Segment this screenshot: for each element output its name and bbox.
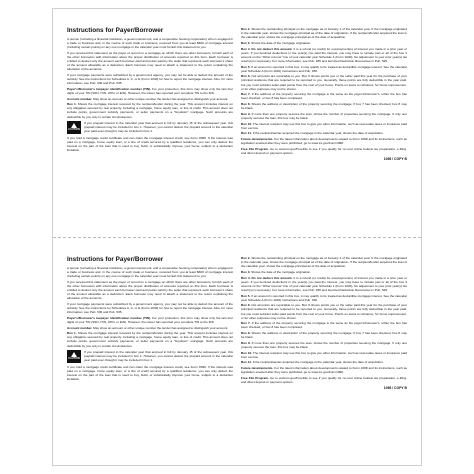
right-column [241,27,407,161]
box3-text: Shows the date of the mortgage origination. [251,40,312,45]
caution-block [67,350,233,363]
box9-paragraph [241,341,407,349]
box3-paragraph [241,41,407,45]
instructions-title: Instructions for Payer/Borrower [67,256,164,263]
intro-paragraph: A person (including a financial institution, a governmental unit, and a cooperative housing corporation) who is engaged in a trade or business and, in the course of such trade or business, received from you at least $600 of mortgage interest (including certain points) on any one mortgage in the calendar year must furnish this statement to you. [67,37,233,50]
box4-paragraph [241,276,407,292]
future-lead: Future developments. [241,366,274,371]
subsidy-paragraph: If your mortgage payments were subsidized by a government agency, you may not be able to deduct the amount of the subsidy. See the instructions for Schedules A, C, or E (Form 1040) for how to report the mortgage interest. Also, for more information, see Pub. 936 and Pub. 535. [67,301,233,315]
box5-text: If an amount is reported in this box, it may qualify to be treated as deductible mortgage interest. See the calendar year Schedule A (Form 1040) instructions and Pub. 936. [241,293,407,302]
form-copy-label: 1098 / COPY B [383,157,407,162]
future-text: For the latest information about developments related to Form 1098 and its instructions, such as legislation enacted after they were published, go to www.irs.gov/Form1098. [241,366,407,375]
free-file-text: Go to www.irs.gov/FreeFile to see if you qualify for no-cost online federal tax preparation, e-filing, and direct deposit or payment options. [241,375,407,384]
form-copy-label: 1098 / COPY B [383,386,407,391]
box10-paragraph [241,122,407,130]
box1-paragraph [67,102,233,118]
box5-paragraph [241,294,407,302]
caution-text: If you prepaid interest in the calendar year that accrued in full by January 15 of the subsequent year, this prepaid interest may be included in box 1. However, you cannot deduct the prepaid amount in the calendar year paid even though it may be included in box 1. [84,349,233,362]
credit-paragraph: If you hold a mortgage credit certificate and can claim the mortgage interest credit, see Form 8396. If the interest was paid on a mortgage, home equity loan, or a line of credit secured by a qualified residence, you can only deduct the interest on the part of the loan that is used to buy, build, or substantially improve your home, subject to a deduction limitation. [67,364,233,381]
caution-icon [67,350,81,363]
left-column [67,256,233,390]
caution-text: If you prepaid interest in the calendar year that accrued in full by January 15 of the subsequent year, this prepaid interest may be included in box 1. However, you cannot deduct the prepaid amount in the calendar year paid even though it may be included in box 1. [84,120,233,133]
box10-text: The interest recipient may use this box to give you other information, such as real estate taxes or insurance paid from escrow. [241,121,407,130]
box5-paragraph [241,65,407,73]
caution-word: CAUTION [68,127,80,131]
account-text: May show an account or other unique number the lender has assigned to distinguish your account. [93,96,229,101]
right-column [241,256,407,390]
box8-lead: Box 8. [241,102,251,107]
free-file-paragraph [241,376,407,384]
box8-text: Shows the address or description of the property securing the mortgage. If box 7 has been checked, box 8 may be blank. [241,331,407,340]
box1-lead: Box 1. [67,331,77,336]
box7-lead: Box 7. [241,92,251,97]
other-borrowers-paragraph: If you received this statement as the payer of record on a mortgage on which there are other borrowers, furnish each of the other borrowers with information about the proper distribution of amounts reported on this form. Each borrower is entitled to deduct only the amount each borrower paid and points paid by the seller that represent each borrower's share of the amount allowable as a deduction. Each borrower may need to attach a statement to the return explaining the allocation of the amounts. [67,50,233,72]
tin-paragraph [67,316,233,324]
box10-lead: Box 10. [241,121,253,126]
account-text: May show an account or other unique number the lender has assigned to distinguish your account. [93,325,229,330]
box6-paragraph [241,303,407,319]
box5-text: If an amount is reported in this box, it may qualify to be treated as deductible mortgage interest. See the calendar year Schedule A (Form 1040) instructions and Pub. 936. [241,64,407,73]
box4-lead: Box 4. Do not deduct this amount. [241,46,293,51]
box8-paragraph [241,331,407,339]
box10-lead: Box 10. [241,350,253,355]
free-file-lead: Free File Program. [241,146,269,151]
account-paragraph [67,326,233,330]
intro-paragraph: A person (including a financial institution, a governmental unit, and a cooperative housing corporation) who is engaged in a trade or business and, in the course of such trade or business, received from you at least $600 of mortgage interest (including certain points) on any one mortgage in the calendar year must furnish this statement to you. [67,266,233,279]
box11-paragraph [241,360,407,364]
box6-text: Not all points are reportable to you. Box 6 shows points you or the seller paid this year for the purchase of your principal residence that are required to be reported to you. Generally, these points are fully deductible in the year paid, but you must subtract seller-paid points from the cost of your home. Points on loans to refinance, for home improvement, or for other purposes may not be shown. [241,74,407,91]
box11-lead: Box 11. [241,360,252,365]
future-developments-paragraph [241,366,407,374]
box3-text: Shows the date of the mortgage origination. [251,269,312,274]
box10-paragraph [241,351,407,359]
box7-lead: Box 7. [241,321,251,326]
box2-paragraph [241,27,407,39]
box10-text: The interest recipient may use this box to give you other information, such as real estate taxes or insurance paid from escrow. [241,350,407,359]
box9-lead: Box 9. [241,340,251,345]
box6-lead: Box 6. [241,303,251,308]
box11-lead: Box 11. [241,131,252,136]
box7-paragraph [241,92,407,100]
box8-text: Shows the address or description of the property securing the mortgage. If box 7 has been checked, box 8 may be blank. [241,102,407,111]
subsidy-paragraph: If your mortgage payments were subsidized by a government agency, you may not be able to deduct the amount of the subsidy. See the instructions for Schedules A, C, or E (Form 1040) for how to report the mortgage interest. Also, for more information, see Pub. 936 and Pub. 535. [67,72,233,86]
instructions-copy-bottom [53,238,421,466]
box6-paragraph [241,74,407,90]
future-text: For the latest information about developments related to Form 1098 and its instructions, such as legislation enacted after they were published, go to www.irs.gov/Form1098. [241,137,407,146]
free-file-lead: Free File Program. [241,375,269,380]
box2-lead: Box 2. [241,256,251,260]
box4-text: It is a refund (or credit) for overpayment(s) of interest you made in a prior year or years. If you itemized deductions in the year(s) you paid the interest, you may have to include part or all of the box 4 amount on the "Other income" line of your calendar year Schedule 1 (Form 1040). No adjustment to your prior year(s) tax return(s) is necessary. For more information, see Pub. 936 and Itemized Deduction Recoveries in Pub. 525. [241,46,407,63]
box5-lead: Box 5. [241,293,251,298]
box9-text: If more than one property secures the loan, shows the number of properties securing the mortgage. If only one property secures the loan, this box may be blank. [241,340,407,349]
box3-lead: Box 3. [241,269,251,274]
box11-paragraph [241,131,407,135]
instructions-title: Instructions for Payer/Borrower [67,27,164,34]
account-lead: Account number. [67,325,93,330]
box7-text: If the address of the property securing the mortgage is the same as the payer's/borrower's, either the box has been checked, or box 8 has been completed. [241,92,407,101]
tin-paragraph [67,87,233,95]
free-file-paragraph [241,147,407,155]
instructions-copy-top [53,9,421,237]
free-file-text: Go to www.irs.gov/FreeFile to see if you qualify for no-cost online federal tax preparation, e-filing, and direct deposit or payment options. [241,146,407,155]
left-column [67,27,233,161]
caution-word: CAUTION [68,356,80,360]
box2-text: Shows the outstanding principal on the mortgage as of January 1 of the calendar year. If the mortgage originated in the calendar year, shows the mortgage principal as of the date of origination. If the recipient/lender acquired the loan in the calendar year, shows the mortgage principal as of the date of acquisition. [241,27,407,40]
caution-icon [67,121,81,134]
form-1098-sheet [52,8,422,466]
box1-text: Shows the mortgage interest received by the recipient/lender during the year. This amount includes interest on any obligation secured by real property, including a mortgage, home equity loan, or line of credit. This amount does not include points, government subsidy payments, or seller payments on a "buydown" mortgage. Such amounts are deductible by you only in certain circumstances. [67,331,233,348]
box6-text: Not all points are reportable to you. Box 6 shows points you or the seller paid this year for the purchase of your principal residence that are required to be reported to you. Generally, these points are fully deductible in the year paid, but you must subtract seller-paid points from the cost of your home. Points on loans to refinance, for home improvement, or for other purposes may not be shown. [241,303,407,320]
caution-block [67,121,233,134]
box3-paragraph [241,270,407,274]
box2-lead: Box 2. [241,27,251,31]
box11-text: If the recipient/lender acquired the mortgage in the calendar year, shows the date of acquisition. [252,131,384,136]
box2-text: Shows the outstanding principal on the mortgage as of January 1 of the calendar year. If the mortgage originated in the calendar year, shows the mortgage principal as of the date of origination. If the recipient/lender acquired the loan in the calendar year, shows the mortgage principal as of the date of acquisition. [241,256,407,269]
instruction-columns [67,27,407,161]
tin-text: For your protection, this form may show only the last four digits of your TIN (SSN, ITIN, ATIN, or EIN). However, the issuer has reported your complete TIN to the IRS. [67,315,233,324]
box4-lead: Box 4. Do not deduct this amount. [241,275,293,280]
box3-lead: Box 3. [241,40,251,45]
box8-lead: Box 8. [241,331,251,336]
box5-lead: Box 5. [241,64,251,69]
box9-lead: Box 9. [241,111,251,116]
box6-lead: Box 6. [241,74,251,79]
box1-paragraph [67,331,233,347]
instruction-columns [67,256,407,390]
box7-paragraph [241,321,407,329]
box11-text: If the recipient/lender acquired the mortgage in the calendar year, shows the date of acquisition. [252,360,384,365]
account-paragraph [67,97,233,101]
tin-lead: Payer's/Borrower's taxpayer identification number (TIN). [67,86,151,91]
future-lead: Future developments. [241,137,274,142]
box7-text: If the address of the property securing the mortgage is the same as the payer's/borrower's, either the box has been checked, or box 8 has been completed. [241,321,407,330]
box4-text: It is a refund (or credit) for overpayment(s) of interest you made in a prior year or years. If you itemized deductions in the year(s) you paid the interest, you may have to include part or all of the box 4 amount on the "Other income" line of your calendar year Schedule 1 (Form 1040). No adjustment to your prior year(s) tax return(s) is necessary. For more information, see Pub. 936 and Itemized Deduction Recoveries in Pub. 525. [241,275,407,292]
credit-paragraph: If you hold a mortgage credit certificate and can claim the mortgage interest credit, see Form 8396. If the interest was paid on a mortgage, home equity loan, or a line of credit secured by a qualified residence, you can only deduct the interest on the part of the loan that is used to buy, build, or substantially improve your home, subject to a deduction limitation. [67,135,233,152]
account-lead: Account number. [67,96,93,101]
tin-text: For your protection, this form may show only the last four digits of your TIN (SSN, ITIN, ATIN, or EIN). However, the issuer has reported your complete TIN to the IRS. [67,86,233,95]
box8-paragraph [241,102,407,110]
box2-paragraph [241,256,407,268]
box9-text: If more than one property secures the loan, shows the number of properties securing the mortgage. If only one property secures the loan, this box may be blank. [241,111,407,120]
box1-lead: Box 1. [67,102,77,107]
box9-paragraph [241,112,407,120]
future-developments-paragraph [241,137,407,145]
box1-text: Shows the mortgage interest received by the recipient/lender during the year. This amount includes interest on any obligation secured by real property, including a mortgage, home equity loan, or line of credit. This amount does not include points, government subsidy payments, or seller payments on a "buydown" mortgage. Such amounts are deductible by you only in certain circumstances. [67,102,233,119]
box4-paragraph [241,47,407,63]
tin-lead: Payer's/Borrower's taxpayer identification number (TIN). [67,315,151,320]
other-borrowers-paragraph: If you received this statement as the payer of record on a mortgage on which there are other borrowers, furnish each of the other borrowers with information about the proper distribution of amounts reported on this form. Each borrower is entitled to deduct only the amount each borrower paid and points paid by the seller that represent each borrower's share of the amount allowable as a deduction. Each borrower may need to attach a statement to the return explaining the allocation of the amounts. [67,279,233,301]
